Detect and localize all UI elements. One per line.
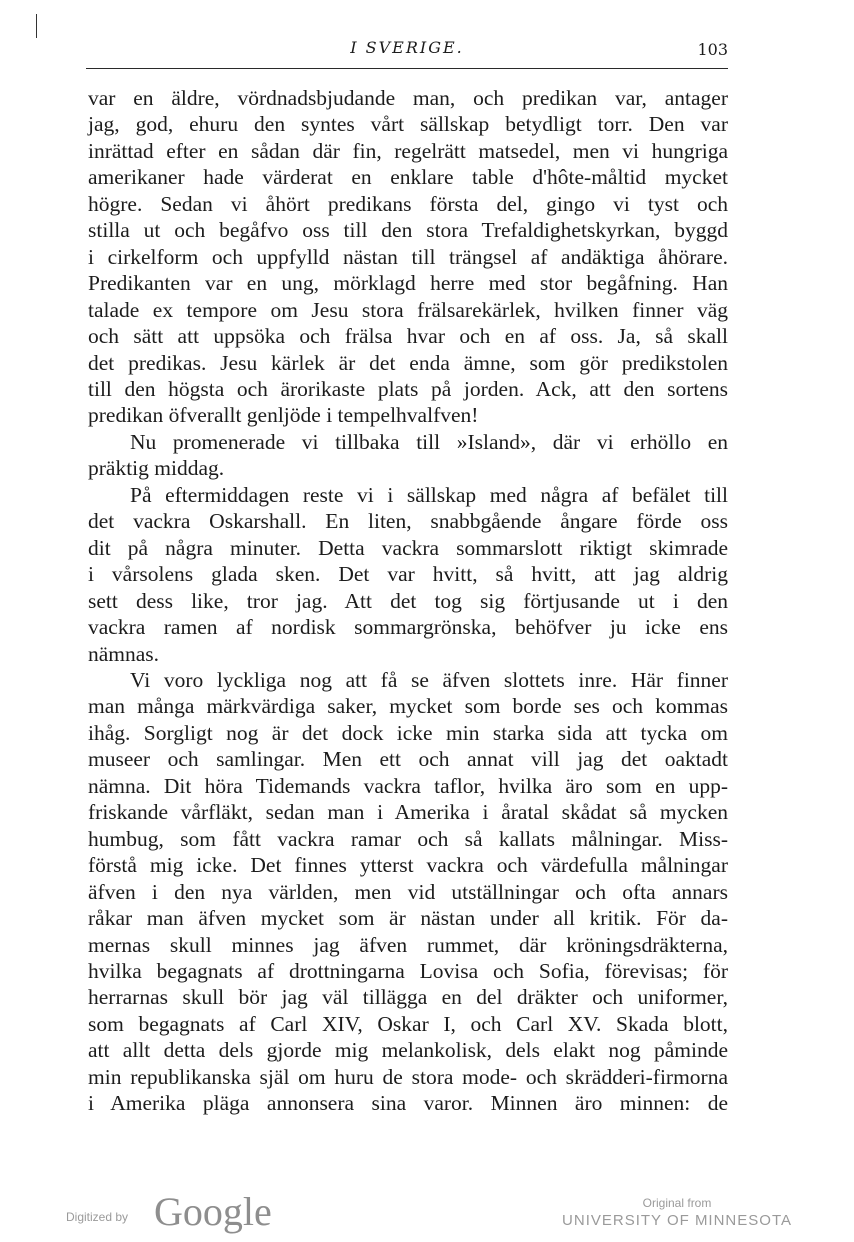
text-line: predikan öfverallt genljöde i tempelhvalfven! (88, 403, 479, 428)
text-line: till den högsta och ärorikaste plats på jorden. Ack, att den sortens (88, 376, 728, 401)
text-line: och sätt att uppsöka och frälsa hvar och en af oss. Ja, så skall (88, 324, 728, 349)
page-text (88, 85, 728, 1117)
text-line: i vårsolens glada sken. Det var hvitt, så hvitt, att jag aldrig (88, 562, 728, 587)
margin-mark (36, 14, 37, 38)
text-line: i cirkelform och uppfylld nästan till trängsel af andäktiga åhörare. (88, 244, 728, 269)
text-line: friskande vårfläkt, sedan man i Amerika i åratal skådat så mycken (88, 800, 728, 825)
text-line: att allt detta dels gjorde mig melankolisk, dels elakt nog påminde (88, 1038, 728, 1063)
text-line: talade ex tempore om Jesu stora frälsarekärlek, hvilken finner väg (88, 297, 728, 322)
text-line: sett dess like, tror jag. Att det tog sig förtjusande ut i den (88, 588, 728, 613)
text-line: det predikas. Jesu kärlek är det enda ämne, som gör predikstolen (88, 350, 728, 375)
text-line: som begagnats af Carl XIV, Oskar I, och Carl XV. Skada blott, (88, 1011, 728, 1036)
text-line: var en äldre, vördnadsbjudande man, och predikan var, antager (88, 86, 728, 110)
text-line: präktig middag. (88, 456, 225, 481)
text-line: råkar man äfven mycket som är nästan under all kritik. För da- (88, 906, 728, 931)
running-title: I SVERIGE. (350, 38, 464, 57)
text-line: jag, god, ehuru den syntes vårt sällskap betydligt torr. Den var (88, 112, 728, 137)
paragraph-2 (88, 429, 728, 482)
text-line: Predikanten var en ung, mörklagd herre med stor begåfning. Han (88, 271, 728, 296)
header-rule (86, 68, 728, 69)
text-line: nämna. Dit höra Tidemands vackra taflor, hvilka äro som en upp- (88, 773, 728, 798)
text-line: i Amerika pläga annonsera sina varor. Minnen äro minnen: de (88, 1091, 728, 1116)
text-line: herrarnas skull bör jag väl tillägga en del dräkter och uniformer, (88, 985, 728, 1010)
page-header (86, 34, 728, 64)
text-line: stilla ut och begåfvo oss till den stora Trefaldighetskyrkan, byggd (88, 218, 728, 243)
text-line: mernas skull minnes jag äfven rummet, där kröningsdräkterna, (88, 932, 728, 957)
text-line: inrättad efter en sådan där fin, regelrätt matsedel, men vi hungriga (88, 138, 728, 163)
digitized-by-label: Digitized by (66, 1210, 129, 1224)
institution-name: UNIVERSITY OF MINNESOTA (562, 1212, 792, 1229)
text-line: man många märkvärdiga saker, mycket som borde ses och kommas (88, 694, 728, 719)
paragraph-4 (88, 667, 728, 1117)
google-logo: Google (154, 1189, 272, 1234)
text-line: högre. Sedan vi åhört predikans första del, gingo vi tyst och (88, 191, 728, 216)
text-line: museer och samlingar. Men ett och annat vill jag det oaktadt (88, 747, 728, 772)
text-line: ihåg. Sorgligt nog är det dock icke min starka sida att tycka om (88, 720, 728, 745)
text-line: humbug, som fått vackra ramar och så kallats målningar. Miss- (88, 826, 728, 851)
text-line: vackra ramen af nordisk sommargrönska, behöfver ju icke ens (88, 615, 728, 640)
text-line: nämnas. (88, 641, 160, 666)
text-line: äfven i den nya världen, men vid utställningar och ofta annars (88, 879, 728, 904)
paragraph-1 (88, 85, 728, 429)
text-line: Nu promenerade vi tillbaka till »Island», där vi erhöllo en (130, 429, 728, 454)
text-line: det vackra Oskarshall. En liten, snabbgående ångare förde oss (88, 509, 728, 534)
paragraph-3 (88, 482, 728, 667)
text-line: förstå mig icke. Det finnes ytterst vackra och värdefulla målningar (88, 853, 728, 878)
text-line: hvilka begagnats af drottningarna Lovisa och Sofia, förevisas; för (88, 958, 728, 983)
source-watermark (562, 1196, 792, 1229)
text-line: amerikaner hade värderat en enklare table d'hôte-måltid mycket (88, 165, 728, 190)
text-line: dit på några minuter. Detta vackra sommarslott riktigt skimrade (88, 535, 728, 560)
original-from-label: Original from (642, 1196, 712, 1210)
text-line: Vi voro lyckliga nog att få se äfven slottets inre. Här finner (130, 667, 728, 692)
page-number: 103 (697, 40, 728, 59)
text-line: min republikanska själ om huru de stora mode- och skrädderi-firmorna (88, 1064, 728, 1089)
text-line: På eftermiddagen reste vi i sällskap med några af befälet till (130, 482, 728, 507)
